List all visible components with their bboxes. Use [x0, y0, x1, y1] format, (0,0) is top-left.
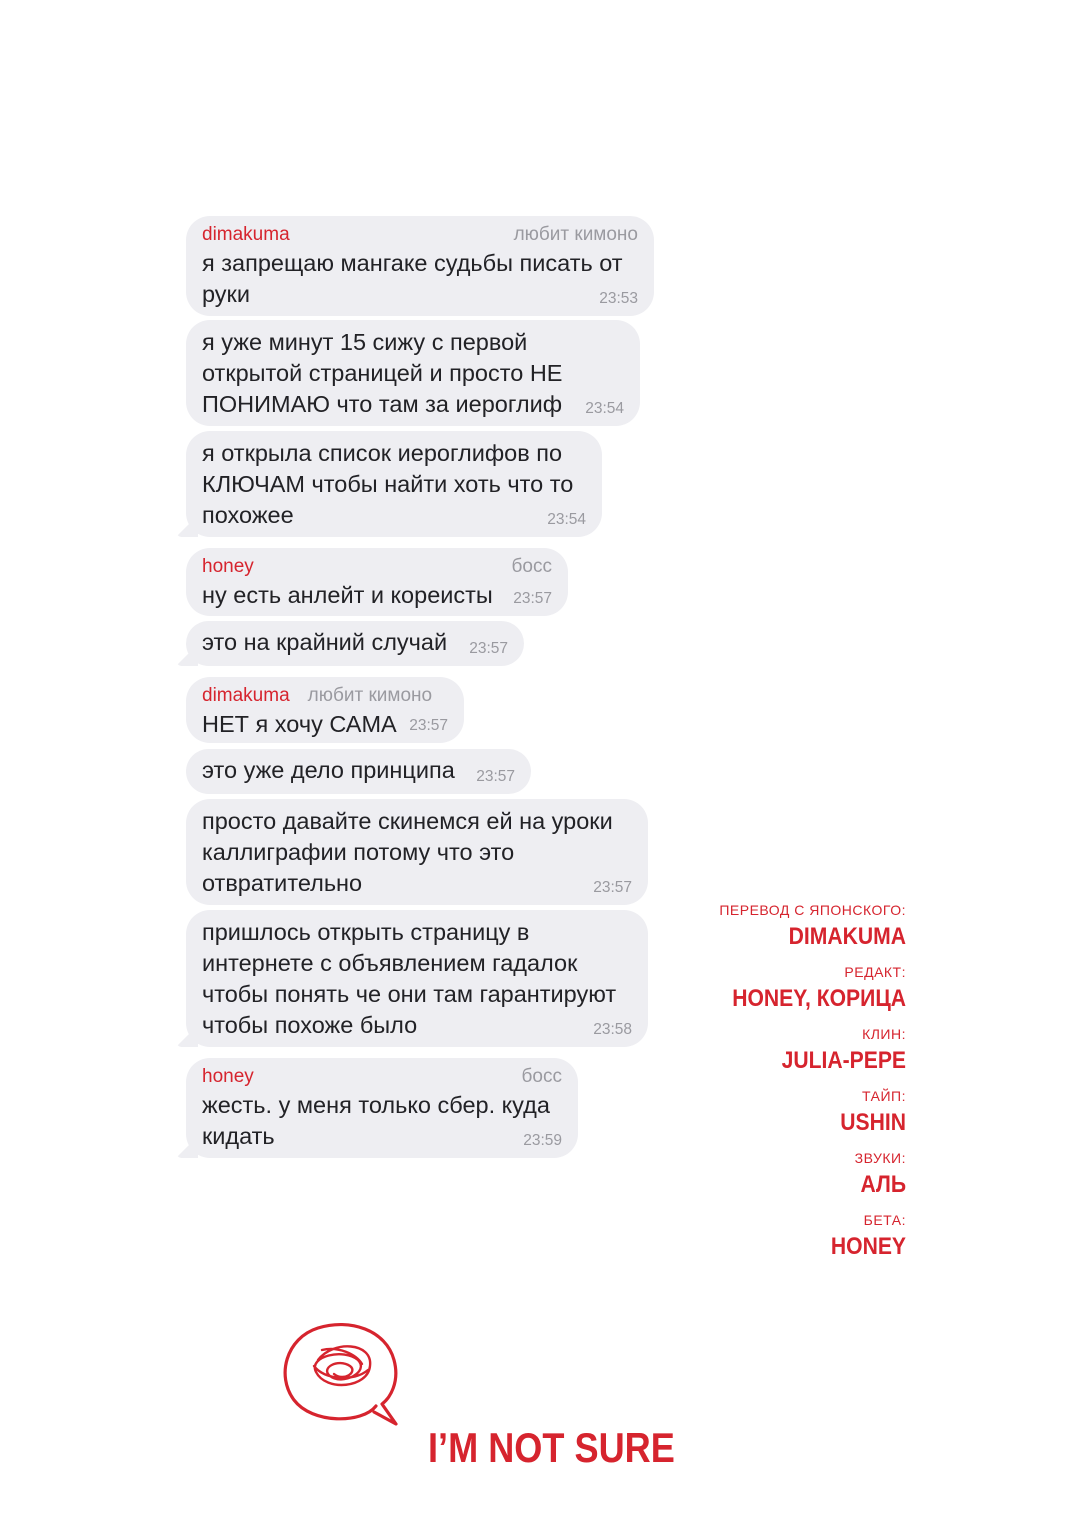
message-text: просто давайте скинемся ей на уроки каллиграфии потому что это отвратительно	[202, 808, 613, 896]
message-time: 23:54	[585, 400, 624, 417]
message-time: 23:57	[513, 590, 552, 607]
message-text: я уже минут 15 сижу с первой открытой страницей и просто НЕ ПОНИМАЮ что там за иероглиф	[202, 329, 563, 417]
message-time: 23:57	[476, 768, 515, 785]
message-bubble	[186, 621, 524, 666]
credit-name: HONEY	[830, 1233, 906, 1260]
credit-entry	[606, 1088, 906, 1138]
sender-role: босс	[521, 1066, 562, 1087]
message-text: ну есть анлейт и кореисты	[202, 582, 493, 608]
message-text: НЕТ я хочу САМА	[202, 711, 397, 737]
credit-label: РЕДАКТ:	[844, 964, 906, 980]
message-bubble	[186, 799, 648, 905]
message-time: 23:54	[547, 511, 586, 528]
message-bubble	[186, 431, 602, 537]
message-text: это на крайний случай	[202, 629, 448, 655]
message-bubble	[186, 320, 640, 426]
credit-label: ТАЙП:	[862, 1088, 906, 1104]
credit-entry	[606, 1150, 906, 1200]
message-text: это уже дело принципа	[202, 757, 455, 783]
message-header	[202, 685, 448, 709]
message-bubble	[186, 1058, 578, 1158]
message-text: пришлось открыть страницу в интернете с объявлением гадалок чтобы понять че они там гарантируют чтобы похоже было	[202, 919, 617, 1038]
message-time: 23:57	[469, 640, 508, 657]
credit-name: АЛЬ	[860, 1171, 906, 1198]
credit-entry	[606, 1026, 906, 1076]
message-bubble	[186, 749, 531, 794]
sender-name: dimakuma	[202, 224, 290, 245]
message-text: жесть. у меня только сбер. куда кидать	[202, 1092, 550, 1149]
sender-name: dimakuma	[202, 685, 290, 706]
message-text: я запрещаю мангаке судьбы писать от руки	[202, 250, 623, 307]
logo-text: I’M NOT SURE	[428, 1424, 675, 1471]
sender-role: любит кимоно	[307, 685, 433, 706]
message-bubble	[186, 216, 654, 316]
credit-name: JULIA-PEPE	[781, 1047, 906, 1074]
message-text: я открыла список иероглифов по КЛЮЧАМ чтобы найти хоть что то похожее	[202, 440, 574, 528]
message-bubble	[186, 910, 648, 1047]
message-time: 23:59	[523, 1132, 562, 1149]
sender-name: honey	[202, 1066, 254, 1087]
credit-name: USHIN	[840, 1109, 906, 1136]
credit-label: ПЕРЕВОД С ЯПОНСКОГО:	[719, 902, 906, 918]
message-time: 23:53	[599, 290, 638, 307]
credits-block	[606, 902, 906, 1274]
message-time: 23:57	[409, 717, 448, 734]
credit-name: HONEY, КОРИЦА	[732, 985, 906, 1012]
credit-label: БЕТА:	[863, 1212, 906, 1228]
credit-label: ЗВУКИ:	[854, 1150, 906, 1166]
message-header	[202, 1066, 562, 1090]
credit-name: DIMAKUMA	[788, 923, 906, 950]
credit-entry	[606, 902, 906, 952]
scribble-speech-bubble-icon	[278, 1320, 408, 1430]
sender-role: босс	[511, 556, 552, 577]
message-header	[202, 224, 638, 248]
message-bubble	[186, 548, 568, 616]
sender-role: любит кимоно	[513, 224, 638, 245]
message-time: 23:57	[593, 879, 632, 896]
credit-label: КЛИН:	[862, 1026, 906, 1042]
credit-entry	[606, 1212, 906, 1262]
sender-name: honey	[202, 556, 254, 577]
message-time: 23:58	[593, 1021, 632, 1038]
message-bubble	[186, 677, 464, 743]
message-header	[202, 556, 552, 580]
credit-entry	[606, 964, 906, 1014]
